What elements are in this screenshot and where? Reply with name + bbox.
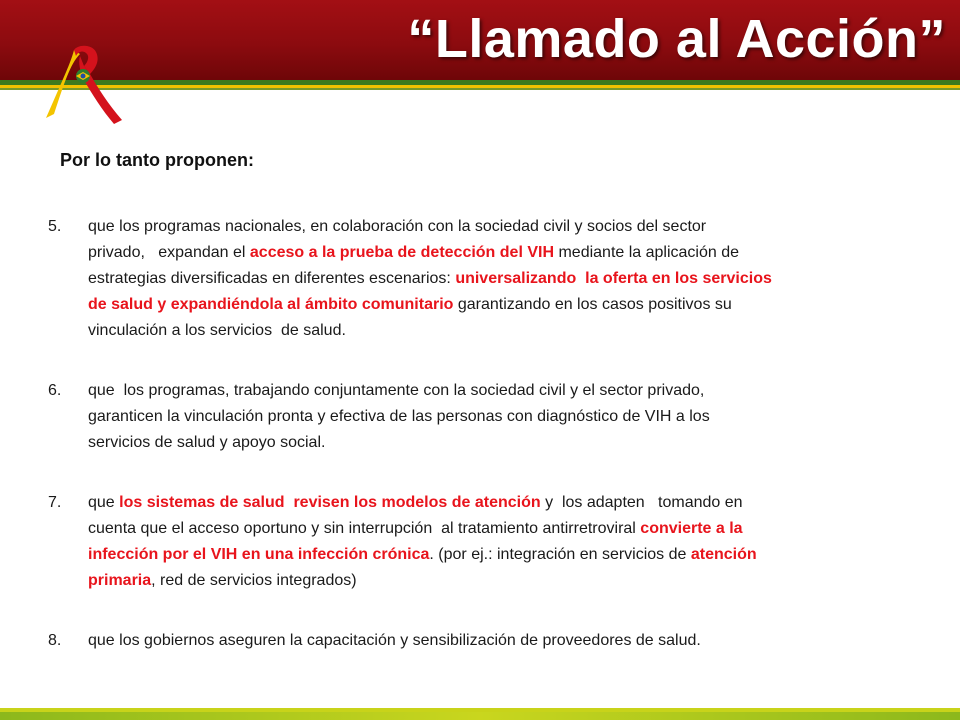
body-text: que xyxy=(88,494,120,511)
highlighted-text: primaria xyxy=(88,572,152,589)
body-text: cuenta que el acceso oportuno y sin interrupción al tratamiento antirretroviral xyxy=(88,520,641,537)
header-bar xyxy=(0,0,960,80)
text-line xyxy=(88,542,908,568)
body-text: estrategias diversificadas en diferentes escenarios: xyxy=(88,270,456,287)
text-line xyxy=(88,628,908,654)
highlighted-text: infección por el VIH en una infección crónica xyxy=(88,546,430,563)
highlighted-text: universalizando la oferta en los servicios xyxy=(455,270,772,287)
body-text: que los programas nacionales, en colaboración con la sociedad civil y socios del sector xyxy=(88,218,707,235)
list-item xyxy=(48,490,908,594)
list-item-text xyxy=(88,214,908,344)
text-line xyxy=(88,404,908,430)
recommendations-list xyxy=(48,214,908,654)
slide-title: “Llamado al Acción” xyxy=(407,9,946,69)
highlighted-text: acceso a la prueba de detección del VIH xyxy=(249,244,555,261)
body-text: mediante la aplicación de xyxy=(554,244,740,261)
text-line xyxy=(88,266,908,292)
text-line xyxy=(88,490,908,516)
text-line xyxy=(88,430,908,456)
body-text: , red de servicios integrados) xyxy=(151,572,357,589)
list-item-number: 6. xyxy=(48,382,62,399)
list-item-text xyxy=(88,490,908,594)
body-text: garantizando en los casos positivos su xyxy=(453,296,732,313)
footer-stripe-bottom xyxy=(0,712,960,720)
body-text: . (por ej.: integración en servicios de xyxy=(429,546,691,563)
list-item-number: 8. xyxy=(48,632,62,649)
body-text: privado, expandan el xyxy=(88,244,250,261)
body-text: que los gobiernos aseguren la capacitación y sensibilización de proveedores de salud. xyxy=(88,632,701,649)
body-text: que los programas, trabajando conjuntamente con la sociedad civil y el sector privado, xyxy=(88,382,705,399)
list-item-number: 7. xyxy=(48,494,62,511)
list-item-text xyxy=(88,378,908,456)
list-item xyxy=(48,378,908,456)
body-text: y los adapten tomando en xyxy=(540,494,743,511)
highlighted-text: atención xyxy=(690,546,757,563)
highlighted-text: de salud y expandiéndola al ámbito comunitario xyxy=(88,296,454,313)
body-text: vinculación a los servicios de salud. xyxy=(88,322,346,339)
text-line xyxy=(88,568,908,594)
text-line xyxy=(88,214,908,240)
text-line xyxy=(88,516,908,542)
highlighted-text: los sistemas de salud revisen los modelos de atención xyxy=(119,494,541,511)
text-line xyxy=(88,292,908,318)
body-text: garanticen la vinculación pronta y efectiva de las personas con diagnóstico de VIH a los xyxy=(88,408,710,425)
section-subtitle: Por lo tanto proponen: xyxy=(60,150,254,170)
header-stripe-line xyxy=(0,88,960,90)
text-line xyxy=(88,240,908,266)
list-item-number: 5. xyxy=(48,218,62,235)
list-item-text xyxy=(88,628,908,654)
text-line xyxy=(88,378,908,404)
body-text: servicios de salud y apoyo social. xyxy=(88,434,326,451)
highlighted-text: convierte a la xyxy=(640,520,743,537)
aids-awareness-ribbon-icon xyxy=(40,44,130,128)
list-item xyxy=(48,214,908,344)
text-line xyxy=(88,318,908,344)
list-item xyxy=(48,628,908,654)
